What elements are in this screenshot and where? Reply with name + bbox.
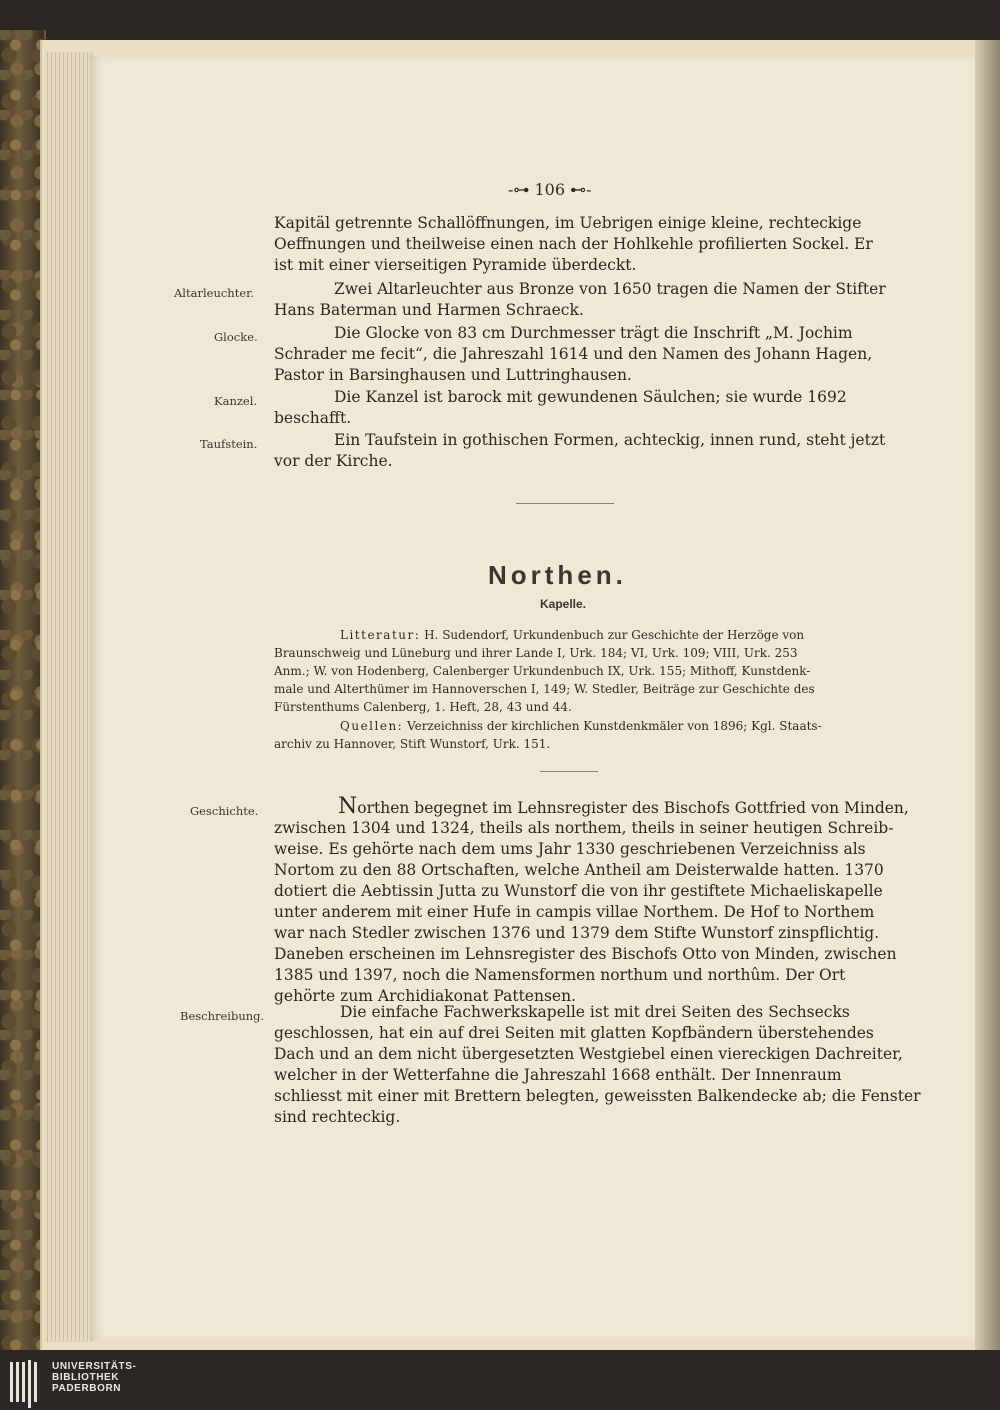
literatur-text: H. Sudendorf, Urkundenbuch zur Geschichte der Herzöge von (420, 628, 805, 642)
page-gutter (975, 40, 1000, 1350)
text-line: weise. Es gehörte nach dem ums Jahr 1330 geschriebenen Verzeichniss als (274, 840, 866, 858)
text-line: Schrader me fecit“, die Jahreszahl 1614 und den Namen des Johann Hagen, (274, 345, 873, 363)
text-line: welcher in der Wetterfahne die Jahreszahl 1668 enthält. Der Innenraum (274, 1066, 842, 1084)
section-title: Northen. (488, 560, 627, 590)
literatur-line: Fürstenthums Calenberg, 1. Heft, 28, 43 und 44. (274, 700, 572, 714)
section-divider (516, 503, 614, 504)
text-line: Oeffnungen und theilweise einen nach der Hohlkehle profilierten Sockel. Er (274, 235, 873, 253)
text-line: zwischen 1304 und 1324, theils als northem, theils in seiner heutigen Schreib- (274, 819, 894, 837)
text-line: schliesst mit einer mit Brettern belegten, geweissten Balkendecke ab; die Fenster (274, 1087, 921, 1105)
text-line: ist mit einer vierseitigen Pyramide überdeckt. (274, 256, 637, 274)
logo-line: PADERBORN (52, 1383, 122, 1394)
margin-note-beschreibung: Beschreibung. (180, 1009, 265, 1023)
text-line: vor der Kirche. (274, 452, 393, 470)
section-divider (540, 771, 598, 772)
text-line: war nach Stedler zwischen 1376 und 1379 dem Stifte Wunstorf zinspflichtig. (274, 924, 880, 942)
quellen-label: Quellen: (340, 719, 404, 733)
text-line-first (338, 796, 909, 818)
text-line: Die Glocke von 83 cm Durchmesser trägt die Inschrift „M. Jochim (334, 324, 853, 342)
text-line: dotiert die Aebtissin Jutta zu Wunstorf die von ihr gestiftete Michaeliskapelle (274, 882, 883, 900)
page-edges (44, 52, 94, 1342)
text-line: Hans Baterman und Harmen Schraeck. (274, 301, 584, 319)
text-line: Kapitäl getrennte Schallöffnungen, im Uebrigen einige kleine, rechteckige (274, 214, 862, 232)
text-line: Ein Taufstein in gothischen Formen, achteckig, innen rund, steht jetzt (334, 431, 886, 449)
text-line: Daneben erscheinen im Lehnsregister des Bischofs Otto von Minden, zwischen (274, 945, 897, 963)
text-line: beschafft. (274, 409, 352, 427)
text-line: gehörte zum Archidiakonat Pattensen. (274, 987, 576, 1005)
literatur-line-first (340, 628, 804, 642)
text-line: Die einfache Fachwerkskapelle ist mit drei Seiten des Sechsecks (340, 1003, 850, 1021)
quellen-line-first (340, 719, 822, 733)
margin-note-geschichte: Geschichte. (190, 804, 259, 818)
margin-note-taufstein: Taufstein. (200, 437, 258, 451)
logo-line: UNIVERSITÄTS- (52, 1361, 137, 1372)
text-span: orthen begegnet im Lehnsregister des Bischofs Gottfried von Minden, (357, 799, 909, 817)
quellen-text: Verzeichniss der kirchlichen Kunstdenkmäler von 1896; Kgl. Staats- (403, 719, 822, 733)
logo-line: BIBLIOTHEK (52, 1372, 120, 1383)
library-logo-text (52, 1361, 192, 1394)
margin-note-glocke: Glocke. (214, 330, 258, 344)
quellen-line: archiv zu Hannover, Stift Wunstorf, Urk. 151. (274, 737, 551, 751)
literatur-line: male und Alterthümer im Hannoverschen I, 149; W. Stedler, Beiträge zur Geschichte des (274, 682, 815, 696)
library-logo-icon (10, 1362, 46, 1402)
text-line: 1385 und 1397, noch die Namensformen northum und northûm. Der Ort (274, 966, 846, 984)
text-line: Zwei Altarleuchter aus Bronze von 1650 tragen die Namen der Stifter (334, 280, 886, 298)
drop-cap: N (338, 794, 358, 819)
text-line: Die Kanzel ist barock mit gewundenen Säulchen; sie wurde 1692 (334, 388, 847, 406)
literatur-line: Braunschweig und Lüneburg und ihrer Lande I, Urk. 184; VI, Urk. 109; VIII, Urk. 253 (274, 646, 798, 660)
text-line: Dach und an dem nicht übergesetzten Westgiebel einen viereckigen Dachreiter, (274, 1045, 903, 1063)
margin-note-kanzel: Kanzel. (214, 394, 258, 408)
text-line: unter anderem mit einer Hufe in campis villae Northem. De Hof to Northem (274, 903, 875, 921)
text-line: Pastor in Barsinghausen und Luttringhausen. (274, 366, 632, 384)
margin-note-altarleuchter: Altarleuchter. (174, 286, 255, 300)
section-subtitle: Kapelle. (540, 597, 587, 611)
literatur-line: Anm.; W. von Hodenberg, Calenberger Urkundenbuch IX, Urk. 155; Mithoff, Kunstdenk- (274, 664, 811, 678)
page-number: -⊶ 106 ⊷- (508, 180, 592, 199)
text-line: geschlossen, hat ein auf drei Seiten mit glatten Kopfbändern überstehendes (274, 1024, 874, 1042)
text-line: Nortom zu den 88 Ortschaften, welche Antheil am Deisterwalde hatten. 1370 (274, 861, 884, 879)
literatur-label: Litteratur: (340, 628, 421, 642)
text-line: sind rechteckig. (274, 1108, 401, 1126)
